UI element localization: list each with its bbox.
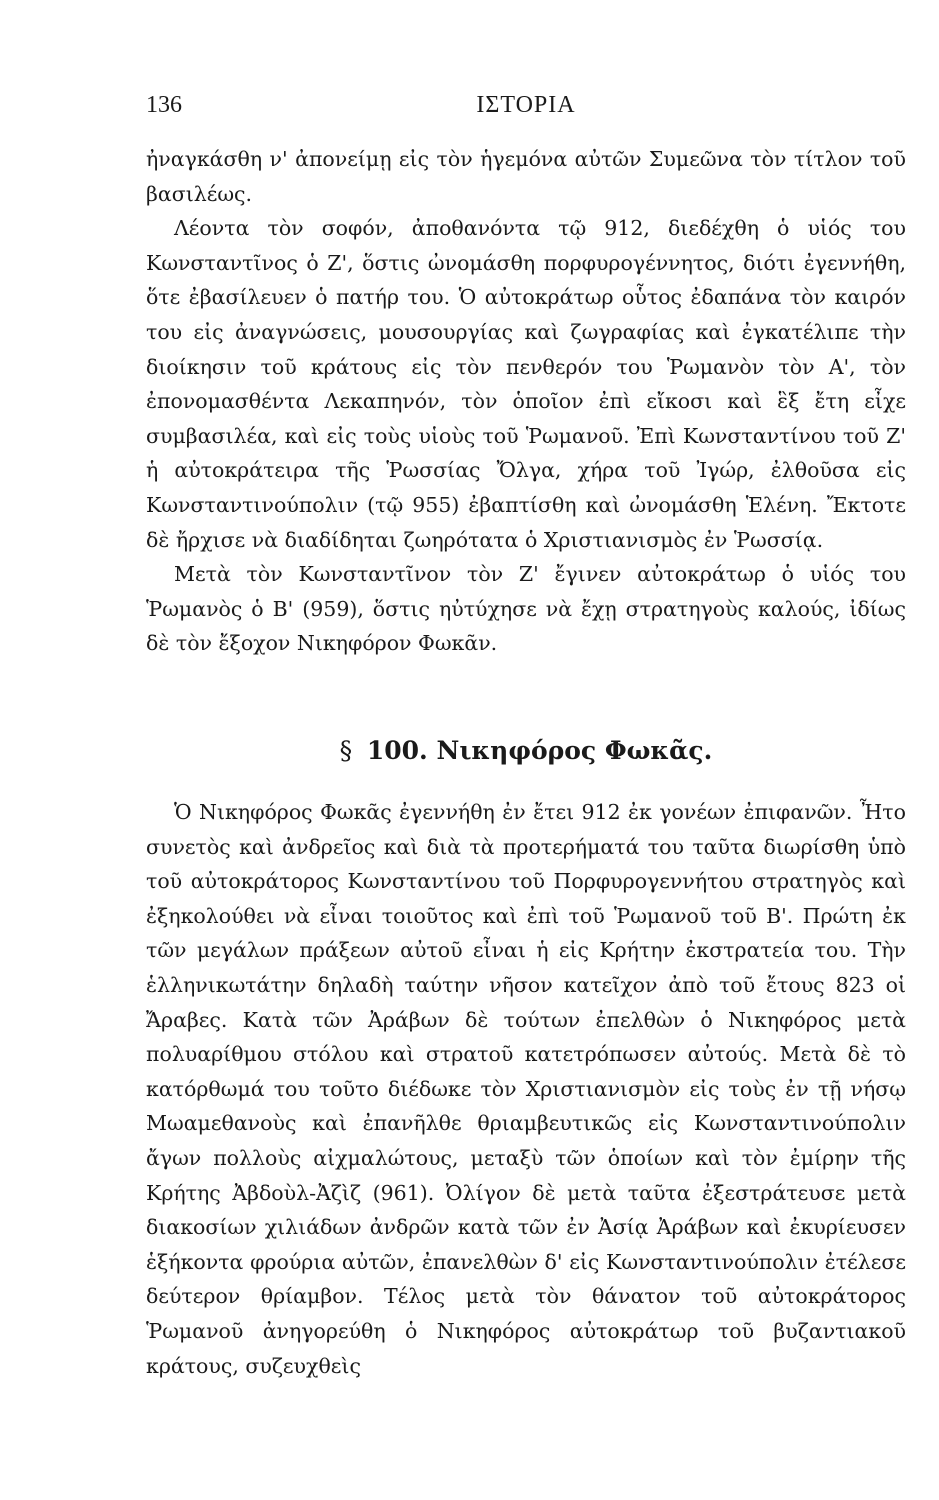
page-header (146, 92, 906, 124)
running-title: ΙΣΤΟΡΙΑ (476, 92, 576, 118)
section-title: 100. Νικηφόρος Φωκᾶς. (366, 736, 713, 765)
section-heading (146, 736, 906, 772)
paragraph-continuation: ἠναγκάσθη ν' ἀπονείμῃ εἰς τὸν ἡγεμόνα αὐτῶν Συμεῶνα τὸν τίτλον τοῦ βασιλέως. (146, 147, 906, 206)
page-number: 136 (146, 92, 182, 118)
paragraph-nikephoros-phokas: Ὁ Νικηφόρος Φωκᾶς ἐγεννήθη ἐν ἔτει 912 ἐκ γονέων ἐπιφανῶν. Ἦτο συνετὸς καὶ ἀνδρεῖος καὶ διὰ τὰ προτερήματά του ταῦτα διωρίσθη ὑπὸ τοῦ αὐτοκράτορος Κωνσταντίνου τοῦ Πορφυρογεννήτου στρατηγὸς καὶ ἐξηκολούθει νὰ εἶναι τοιοῦτος καὶ ἐπὶ τοῦ Ῥωμανοῦ τοῦ Β'. Πρώτη ἐκ τῶν μεγάλων πράξεων αὐτοῦ εἶναι ἡ εἰς Κρήτην ἐκστρατεία του. Τὴν ἑλληνικωτάτην δηλαδὴ ταύτην νῆσον κατεῖχον ἀπὸ τοῦ ἔτους 823 οἱ Ἄραβες. Κατὰ τῶν Ἀράβων δὲ τούτων ἐπελθὼν ὁ Νικηφόρος μετὰ πολυαρίθμου στόλου καὶ στρατοῦ κατετρόπωσεν αὐτούς. Μετὰ δὲ τὸ κατόρθωμά του τοῦτο διέδωκε τὸν Χριστιανισμὸν εἰς τοὺς ἐν τῇ νήσῳ Μωαμεθανοὺς καὶ ἐπανῆλθε θριαμβευτικῶς εἰς Κωνσταντινούπολιν ἄγων πολλοὺς αἰχμαλώτους, μεταξὺ τῶν ὁποίων καὶ τὸν ἐμίρην τῆς Κρήτης Ἀβδοὺλ-Ἀζὶζ (961). Ὀλίγον δὲ μετὰ ταῦτα ἐξεστράτευσε μετὰ διακοσίων χιλιάδων ἀνδρῶν κατὰ τῶν ἐν Ἀσίᾳ Ἀράβων καὶ ἐκυρίευσεν ἑξήκοντα φρούρια αὐτῶν, ἐπανελθὼν δ' εἰς Κωνσταντινούπολιν ἐτέλεσε δεύτερον θρίαμβον. Τέλος μετὰ τὸν θάνατον τοῦ αὐτοκράτορος Ῥωμανοῦ ἀνηγορεύθη ὁ Νικηφόρος αὐτοκράτωρ τοῦ βυζαντιακοῦ κράτους, συζευχθεὶς (146, 800, 906, 1378)
section-symbol: § (339, 736, 353, 765)
text-block-section-100 (146, 795, 906, 1383)
paragraph-leo-the-wise: Λέοντα τὸν σοφόν, ἀποθανόντα τῷ 912, διεδέχθη ὁ υἱός του Κωνσταντῖνος ὁ Ζ', ὅστις ὠνομάσθη πορφυρογέννητος, διότι ἐγεννήθη, ὅτε ἐβασίλευεν ὁ πατήρ του. Ὁ αὐτοκράτωρ οὗτος ἐδαπάνα τὸν καιρόν του εἰς ἀναγνώσεις, μουσουργίας καὶ ζωγραφίας καὶ ἐγκατέλιπε τὴν διοίκησιν τοῦ κράτους εἰς τὸν πενθερόν του Ῥωμανὸν τὸν Α', τὸν ἐπονομασθέντα Λεκαπηνόν, τὸν ὁποῖον ἐπὶ εἴκοσι καὶ ἓξ ἔτη εἶχε συμβασιλέα, καὶ εἰς τοὺς υἱοὺς τοῦ Ῥωμανοῦ. Ἐπὶ Κωνσταντίνου τοῦ Ζ' ἡ αὐτοκράτειρα τῆς Ῥωσσίας Ὄλγα, χήρα τοῦ Ἰγώρ, ἐλθοῦσα εἰς Κωνσταντινούπολιν (τῷ 955) ἐβαπτίσθη καὶ ὠνομάσθη Ἑλένη. Ἔκτοτε δὲ ἤρχισε νὰ διαδίδηται ζωηρότατα ὁ Χριστιανισμὸς ἐν Ῥωσσίᾳ. (146, 216, 906, 552)
text-block-before-section (146, 142, 906, 661)
paragraph-romanus-ii: Μετὰ τὸν Κωνσταντῖνον τὸν Ζ' ἔγινεν αὐτοκράτωρ ὁ υἱός του Ῥωμανὸς ὁ Β' (959), ὅστις ηὐτύχησε νὰ ἔχῃ στρατηγοὺς καλούς, ἰδίως δὲ τὸν ἔξοχον Νικηφόρον Φωκᾶν. (146, 562, 906, 656)
